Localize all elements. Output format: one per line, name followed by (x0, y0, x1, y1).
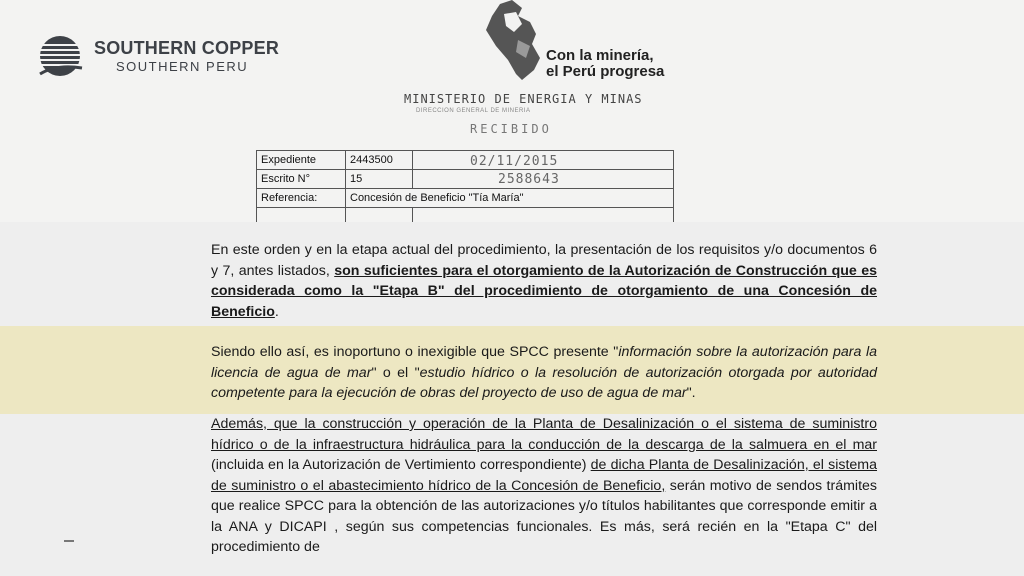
table-row (257, 151, 674, 170)
p2-text-a: Siendo ello así, es inoportuno o inexigible que SPCC presente " (211, 344, 619, 360)
p2-quote-1: información sobre la autorización para la licencia de agua de mar (211, 344, 877, 381)
company-subname: SOUTHERN PERU (116, 59, 249, 74)
p2-quote-2: estudio hídrico o la resolución de autorización otorgada por autoridad competente para la ejecución de obras del proyecto de uso de agua de mar (211, 364, 877, 401)
p3-parenthetical: (incluida en la Autorización de Vertimiento correspondiente) (211, 457, 591, 473)
referencia-value: Concesión de Beneficio "Tía María" (346, 189, 674, 208)
stamp-direction: DIRECCION GENERAL DE MINERIA (416, 108, 531, 114)
p3-underlined-c: de dicha Planta de Desalinización, el sistema de suministro o el abastecimiento hídrico de la Concesión de Beneficio, (211, 457, 878, 494)
mineria-logo (478, 0, 678, 90)
reception-stamp (400, 88, 660, 150)
p1-text: En este orden y en la etapa actual del procedimiento, la presentación de los requisitos y/o documentos 6 y 7, antes listados, (211, 242, 877, 279)
stamp-date: 02/11/2015 (470, 154, 559, 169)
paragraph-3 (211, 414, 877, 558)
p2-text-c: " o el " (371, 364, 420, 381)
table-row (257, 170, 674, 189)
expediente-table (256, 150, 674, 222)
stamp-ministry: MINISTERIO DE ENERGIA Y MINAS (404, 92, 643, 106)
p2-text-e: ". (686, 385, 696, 401)
company-name: SOUTHERN COPPER (94, 38, 280, 58)
paragraph-1 (211, 240, 877, 322)
slogan (546, 48, 664, 80)
paragraph-2-highlighted (211, 342, 877, 404)
referencia-label: Referencia: (257, 189, 346, 208)
table-row (257, 208, 674, 223)
escrito-value: 15 (346, 170, 413, 189)
southern-copper-mark-icon (36, 34, 86, 78)
scan-mark (64, 540, 74, 542)
p3-text-d: serán motivo de sendos trámites que realice SPCC para la obtención de las autorizaciones y/o títulos habilitantes que corresponde emitir a la ANA y DICAPI , según sus competencias funcionales. Es más, será recién en la "Etapa C" del procedimiento de (211, 477, 877, 555)
stamp-number: 2588643 (498, 172, 560, 187)
p3-underlined-a: Además, que la construcción y operación de la Planta de Desalinización o el sistema de suministro hídrico o de la infraestructura hidráulica para la conducción de la descarga de la salmuera en el mar (211, 416, 877, 453)
p1-bold-underlined: son suficientes para el otorgamiento de la Autorización de Construcción que es considerada como la "Etapa B" del procedimiento de otorgamiento de una Concesión de Beneficio (211, 262, 877, 320)
slogan-line-1: Con la minería, (546, 47, 654, 64)
stamp-received: RECIBIDO (470, 122, 552, 136)
slogan-line-2: el Perú progresa (546, 63, 665, 80)
expediente-label: Expediente (257, 151, 346, 170)
p1-end: . (274, 303, 279, 320)
southern-copper-logo (36, 32, 280, 82)
table-row (257, 189, 674, 208)
escrito-label: Escrito N° (257, 170, 346, 189)
expediente-value: 2443500 (346, 151, 413, 170)
